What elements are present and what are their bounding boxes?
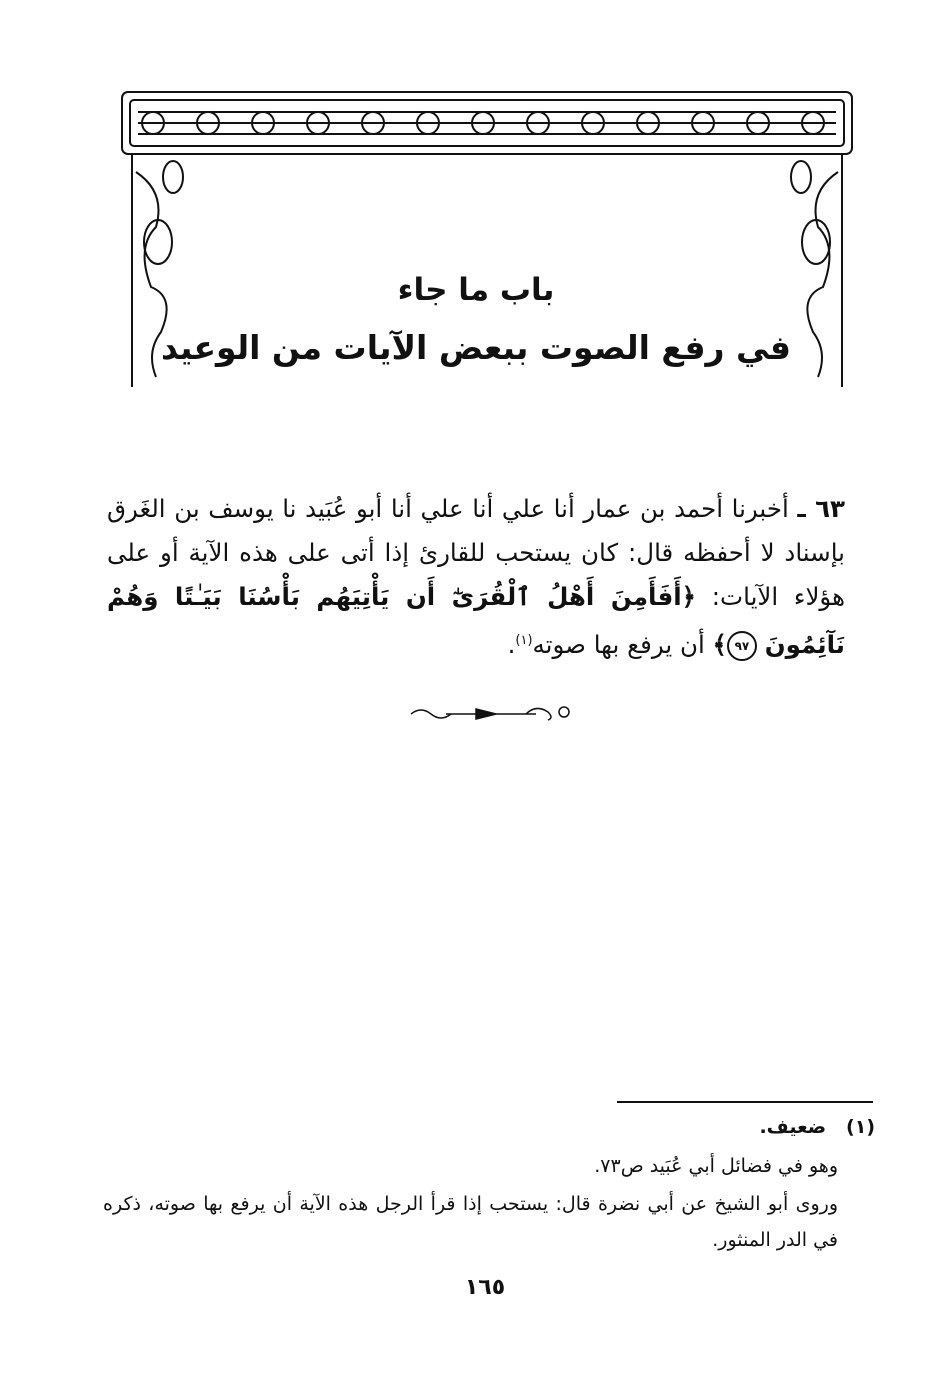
footnote-1 xyxy=(90,1109,875,1145)
hadith-end: . xyxy=(507,630,516,660)
footnote-1-text: ضعيف. xyxy=(759,1116,827,1138)
footnote-line-3: وروى أبو الشيخ عن أبي نضرة قال: يستحب إذا قرأ الرجل هذه الآية أن يرفع بها صوته، ذكره في الدر المنثور. xyxy=(103,1193,838,1251)
footnote-separator xyxy=(617,1101,873,1103)
footnote-line-2: وهو في فضائل أبي عُبَيد ص٧٣. xyxy=(594,1155,838,1177)
chapter-title-line1: باب ما جاء xyxy=(397,272,555,308)
ayah-number-mark: ٩٧ xyxy=(727,631,757,661)
footnote-reference: (١) xyxy=(515,633,533,648)
hadith-text-part1: أخبرنا أحمد بن عمار أنا علي أنا علي أنا أبو عُبَيد نا يوسف بن الغَرق بإسناد لا أحفظه قال: كان يستحب للقارئ إذا أتى على هذه الآية أو على هؤلاء الآيات: xyxy=(107,494,845,611)
page-number: ١٦٥ xyxy=(464,1275,506,1300)
hadith-paragraph xyxy=(107,487,845,667)
chapter-title-line2: في رفع الصوت ببعض الآيات من الوعيد xyxy=(160,328,792,367)
hadith-text-part2: أن يرفع بها صوته xyxy=(532,630,713,660)
quran-close-bracket: ﴾ xyxy=(712,630,727,660)
quran-verse: أَفَأَمِنَ أَهْلُ ٱلْقُرَىٰٓ أَن يَأْتِيَهُم بَأْسُنَا بَيَـٰتًا وَهُمْ نَآئِمُونَ xyxy=(107,582,845,660)
ornamental-divider xyxy=(406,699,576,729)
hadith-number: ٦٣ ـ xyxy=(797,494,846,523)
quran-open-bracket: ﴿ xyxy=(681,582,697,611)
footnote-1-label: (١) xyxy=(846,1116,875,1138)
